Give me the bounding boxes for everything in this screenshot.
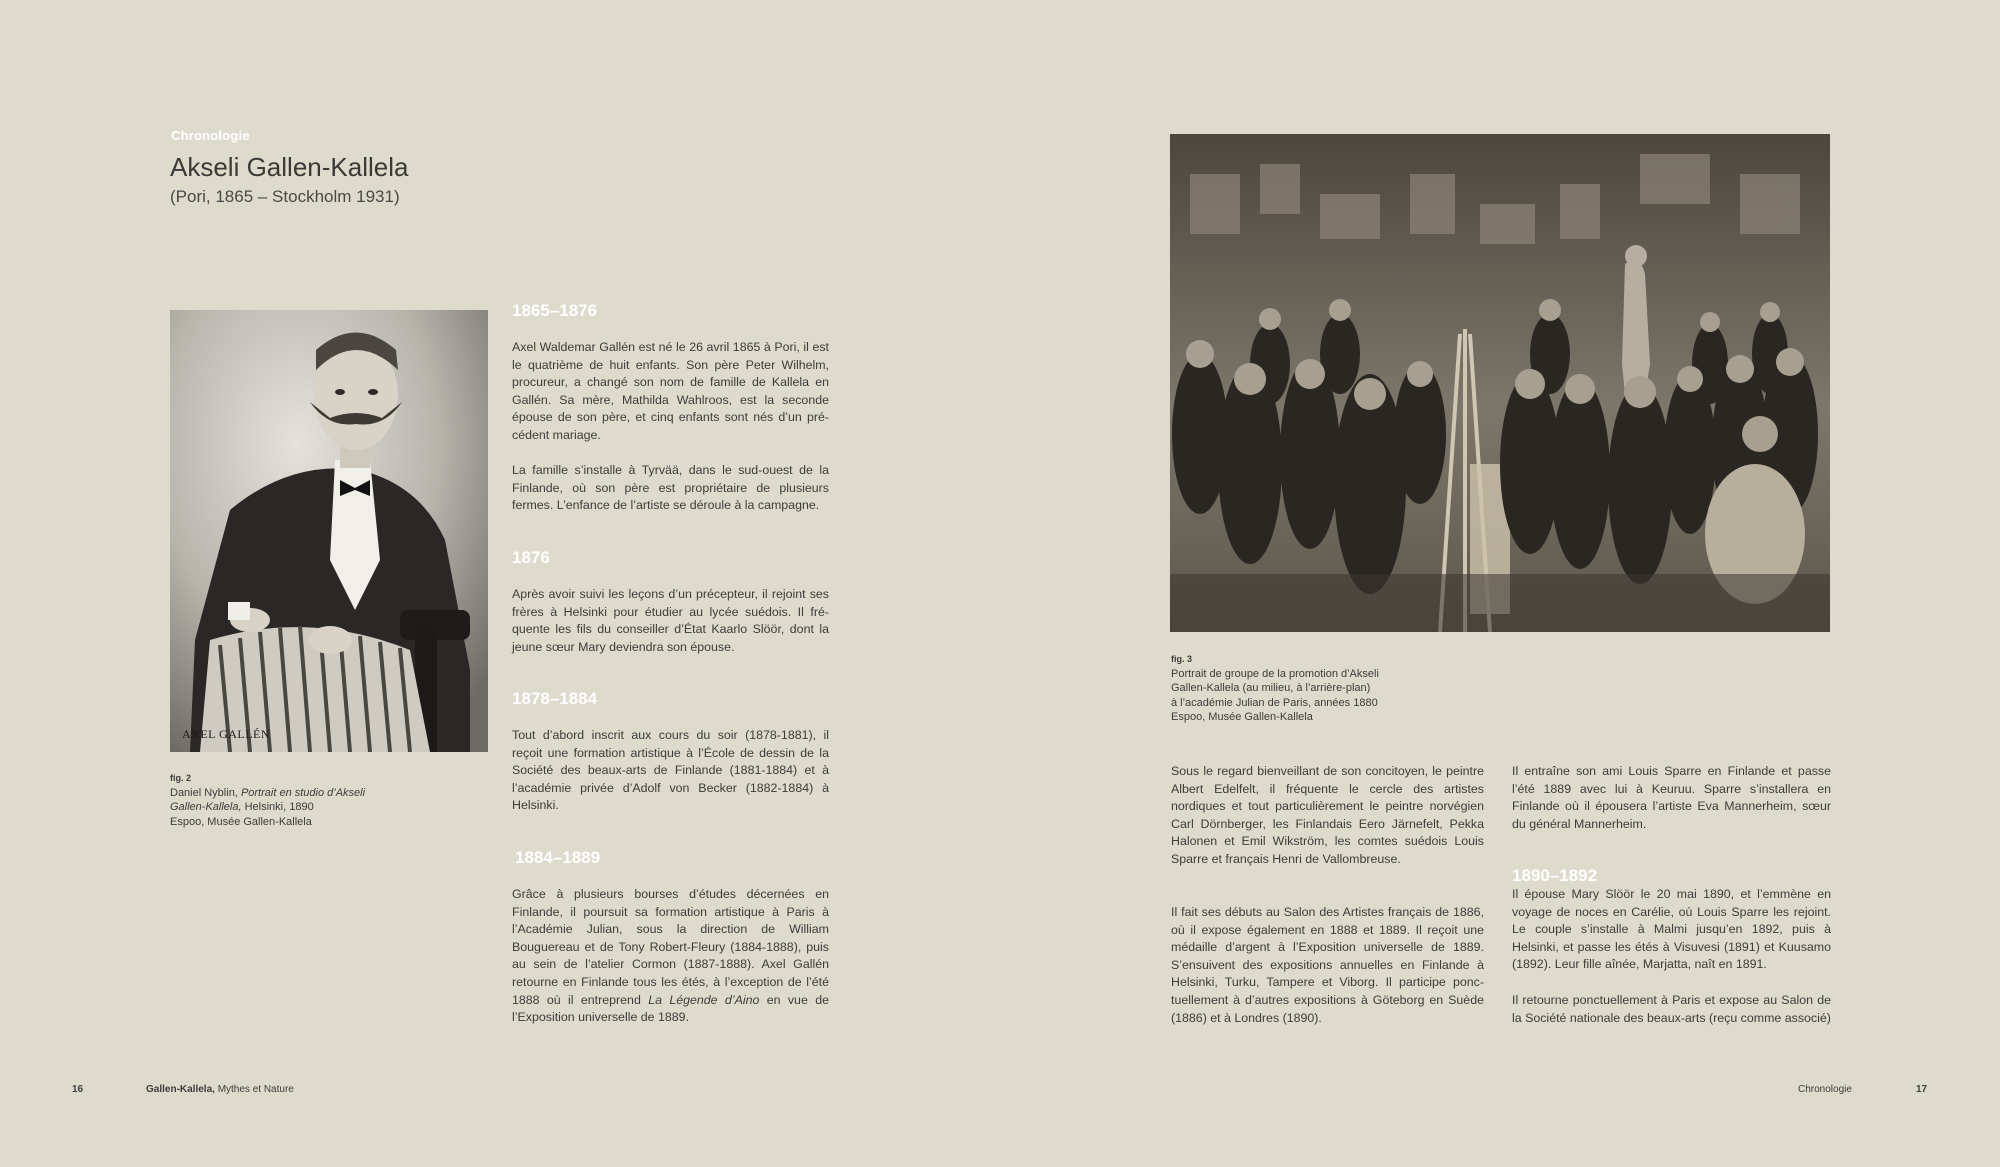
portrait-illustration [170,310,488,752]
fig3-line3: à l’académie Julian de Paris, années 1880 [1171,696,1378,709]
right-col2-para2: Il épouse Mary Slöör le 20 mai 1890, et l’emmène en voyage de noces en Carélie, où Louis Sparre les rejoint. Le couple s’installe à Malmi jusqu’en 1892, puis à Helsinki, et passe les étés à Visuvesi (1891) et Kuusamo (1892). Leur fille aînée, Marjatta, naît en 1891. [1512,887,1831,972]
folio-left-number: 16 [72,1084,84,1095]
right-col1-para1: Sous le regard bienveillant de son concitoyen, le peintre Albert Edelfelt, il fréquente le cercle des artistes nordiques et tout particulièrement le peintre norvégien Carl Dörnberger, les Finlandais Eero Järnefelt, Pekka Halonen et Emil Wikström, les comtes suédois Louis Sparre et français Henri de Vallombreuse. [1171,764,1484,866]
fig3-label: fig. 3 [1171,654,1193,664]
folio-book-rest: Mythes et Nature [217,1084,294,1095]
heading-1890-1892: 1890–1892 [1512,866,1598,885]
page-title: Akseli Gallen-Kallela [170,152,409,182]
fig2-line1 [170,786,410,801]
para-1865-2: La famille s’installe à Tyrvää, dans le sud-ouest de la Finlande, où son père est propriétaire de plusieurs fermes. L’enfance de l’artiste se déroule à la campagne. [512,463,829,513]
para-1884-em: La Légende d’Aino [648,992,760,1007]
fig2-caption [170,771,410,829]
right-col1-para2: Il fait ses débuts au Salon des Artistes français de 1886, où il expose également en 1888 et 1889. Il reçoit une médaille d’argent à l’Exposition universelle de 1889. S’ensuivent des expositions annuelles en Finlande à Helsinki, Turku, Tampere et Viborg. Il participe ponc-tuellement à d’autres expositions à Göteborg en Suède (1886) et à Londres (1890). [1171,905,1484,1025]
fig3-line4: Espoo, Musée Gallen-Kallela [1171,711,1313,724]
folio-right-section: Chronologie [1798,1084,1852,1095]
fig3-line2: Gallen-Kallela (au milieu, à l’arrière-plan) [1171,682,1371,695]
fig2-tail: Helsinki, 1890 [244,801,314,814]
right-col2-para1: Il entraîne son ami Louis Sparre en Finlande et passe l’été 1889 avec lui à Keuruu. Sparre s’installera en Finlande où il épousera l’artiste Eva Mannerheim, sœur du général Mannerheim. [1512,764,1831,831]
section-kicker: Chronologie [171,128,250,143]
folio-right-number: 17 [1916,1084,1928,1095]
fig2-title-a: Portrait en studio d’Akseli [240,786,366,799]
folio-left-title [146,1084,294,1095]
fig3-caption [1171,652,1431,725]
page-subtitle: (Pori, 1865 – Stockholm 1931) [170,187,400,206]
fig2-title-b: Gallen-Kallela, [170,801,242,814]
heading-1876: 1876 [512,548,550,567]
group-photo-illustration [1170,134,1830,632]
para-1865-1: Axel Waldemar Gallén est né le 26 avril 1865 à Pori, il est le quatrième de huit enfants. Son père Peter Wilhelm, procureur, a changé son nom de famille de Kallela en Gallén. Sa mère, Mathilda Wahlroos, est la seconde épouse de son père, et cinq enfants sont nés d’un pré-cédent mariage. [512,340,829,442]
para-1884-a: Grâce à plusieurs bourses d’études décernées en Finlande, il poursuit sa formation artistique à Paris à l’Académie Julian, sous la direction de William Bouguereau et de Tony Robert-Fleury (1884-1888), puis au sein de l’atelier Cormon (1887-1888). Axel Gallén retourne en Finlande tous les étés, à l’exception de l’été 1888 où il entreprend [512,887,829,1007]
heading-1865-1876: 1865–1876 [512,301,598,320]
heading-1878-1884: 1878–1884 [512,689,598,708]
fig2-place: Espoo, Musée Gallen-Kallela [170,815,312,828]
fig3-line1: Portrait de groupe de la promotion d’Akseli [1171,667,1379,680]
para-1884-b: en vue de l’Exposition universelle de 1889. [512,992,829,1025]
heading-1884-1889: 1884–1889 [515,848,601,867]
para-1884 [512,886,829,1027]
portrait-photo [170,310,488,752]
right-col2-para3: Il retourne ponctuellement à Paris et expose au Salon de la Société nationale des beaux-arts (reçu comme associé) [1512,993,1831,1025]
para-1876: Après avoir suivi les leçons d’un précepteur, il rejoint ses frères à Helsinki pour étudier au lycée suédois. Il fré-quente les fils du conseiller d’État Kaarlo Slöör, dont la jeune sœur Mary deviendra son épouse. [512,587,829,654]
para-1878: Tout d’abord inscrit aux cours du soir (1878-1881), il reçoit une formation artistique à l’École de dessin de la Société des beaux-arts de Finlande (1881-1884) et à l’académie privée d’Adolf von Becker (1882-1884) à Helsinki. [512,728,829,813]
fig2-line2 [170,800,410,815]
portrait-signature: AXEL GALLÉN [182,727,271,741]
group-photo [1170,134,1830,632]
fig2-author: Daniel Nyblin, [170,786,238,799]
folio-book-bold: Gallen-Kallela, [146,1084,215,1095]
fig2-label: fig. 2 [170,773,192,783]
